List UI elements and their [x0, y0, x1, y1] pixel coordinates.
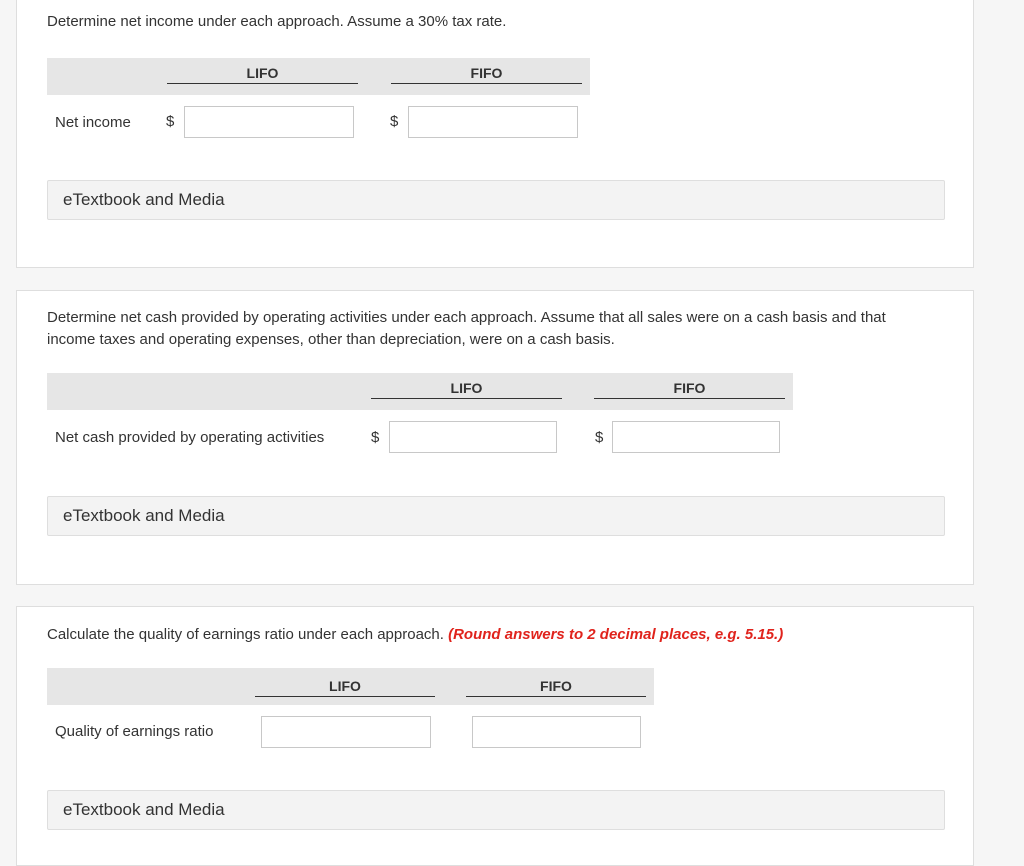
column-header-lifo: LIFO — [255, 678, 435, 697]
column-header-fifo: FIFO — [594, 380, 785, 399]
row-label-net-cash: Net cash provided by operating activities — [55, 429, 325, 446]
quality-ratio-lifo-input[interactable] — [261, 716, 431, 748]
question-card-operating-cash — [16, 290, 974, 585]
column-header-lifo: LIFO — [167, 65, 358, 84]
row-label-net-income: Net income — [55, 114, 131, 131]
currency-symbol: $ — [595, 429, 604, 446]
question-card-quality-earnings — [16, 606, 974, 866]
currency-symbol: $ — [166, 113, 175, 130]
etextbook-media-button[interactable]: eTextbook and Media — [47, 790, 945, 830]
column-header-lifo: LIFO — [371, 380, 562, 399]
row-label-quality-ratio: Quality of earnings ratio — [55, 723, 214, 740]
net-income-lifo-input[interactable] — [184, 106, 354, 138]
net-cash-lifo-input[interactable] — [389, 421, 557, 453]
column-header-fifo: FIFO — [391, 65, 582, 84]
currency-symbol: $ — [371, 429, 380, 446]
question-text — [47, 624, 913, 646]
table-header — [47, 668, 654, 705]
table-header — [47, 373, 793, 410]
quality-ratio-fifo-input[interactable] — [472, 716, 641, 748]
question-card-net-income — [16, 0, 974, 268]
currency-symbol: $ — [390, 113, 399, 130]
rounding-instruction: (Round answers to 2 decimal places, e.g. 5.15.) — [448, 626, 784, 643]
question-text: Determine net cash provided by operating activities under each approach. Assume that all sales were on a cash basis and that income taxes and operating expenses, other than depreciation, were on a cash basis. — [47, 309, 886, 348]
column-header-fifo: FIFO — [466, 678, 646, 697]
etextbook-media-button[interactable]: eTextbook and Media — [47, 180, 945, 220]
net-cash-fifo-input[interactable] — [612, 421, 780, 453]
table-header — [47, 58, 590, 95]
question-main: Calculate the quality of earnings ratio under each approach. — [47, 626, 444, 643]
question-text: Determine net income under each approach. Assume a 30% tax rate. — [47, 13, 507, 30]
net-income-fifo-input[interactable] — [408, 106, 578, 138]
etextbook-media-button[interactable]: eTextbook and Media — [47, 496, 945, 536]
